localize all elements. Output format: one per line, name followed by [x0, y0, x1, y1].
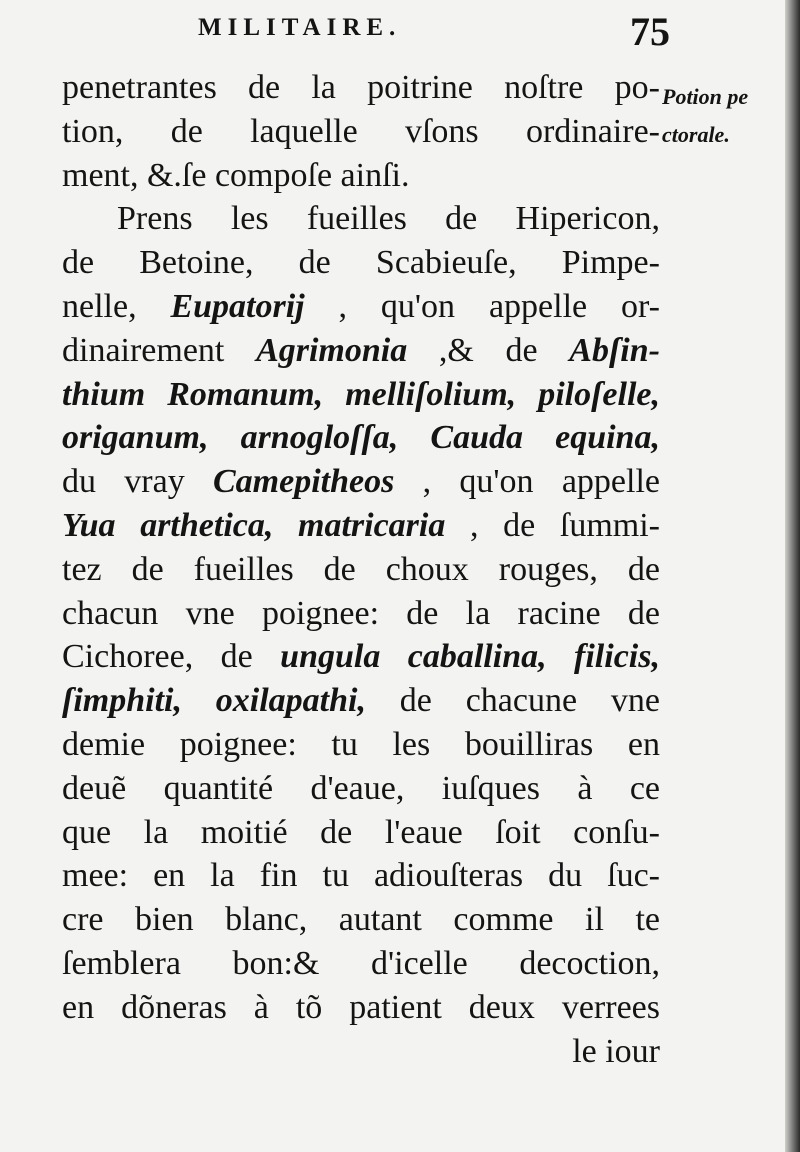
word: la [210, 857, 235, 895]
word: poitrine [367, 69, 473, 106]
word: en [627, 725, 660, 763]
italic-word: oxilapathi, [215, 682, 366, 720]
italic-word: piloſelle, [538, 375, 660, 413]
text-line [62, 592, 660, 636]
word: la [311, 69, 336, 106]
word: po- [614, 69, 660, 106]
word: de [131, 550, 164, 588]
text-line [62, 854, 660, 898]
word: demie [62, 725, 146, 763]
word: deuẽ [62, 769, 127, 807]
word: d'icelle [371, 944, 468, 982]
italic-word: caballina, [407, 638, 547, 676]
running-head: MILITAIRE. [198, 14, 402, 41]
word: moitié [200, 813, 288, 851]
word: mee: [62, 857, 129, 895]
word: de [298, 244, 331, 282]
word: verrees [561, 988, 660, 1026]
word: rouges, [498, 550, 598, 588]
italic-word: filicis, [574, 638, 660, 676]
italic-word: Romanum, [167, 375, 324, 413]
word: poignee: [179, 725, 297, 763]
word: quantité [163, 769, 274, 807]
word: de [445, 200, 478, 238]
word: poignee: [261, 594, 380, 632]
word: nelle, [62, 287, 137, 325]
word: bon:& [232, 944, 320, 982]
word: dõneras [121, 988, 227, 1026]
word: du [548, 857, 583, 895]
word: fueilles [193, 550, 294, 588]
word: à [253, 988, 269, 1026]
word: bouilliras [464, 725, 594, 763]
text-line [62, 504, 660, 548]
word: ment, &.ſe compoſe ainſi. [62, 156, 410, 194]
text-line [62, 986, 660, 1030]
text-line [62, 548, 660, 592]
italic-word: ſimphiti, [62, 682, 182, 720]
italic-word: arnogloſſa, [240, 419, 399, 457]
text-line [62, 241, 660, 285]
word: racine [517, 594, 601, 632]
word: les [230, 200, 269, 238]
italic-word: Agrimonia [256, 331, 408, 369]
word: ſuc- [607, 857, 660, 895]
word: de [505, 331, 538, 369]
italic-word: equina, [555, 419, 660, 457]
word: il [585, 901, 604, 939]
text-line [62, 942, 660, 986]
text-line [62, 197, 660, 241]
word: de [627, 594, 660, 632]
word: Prens [117, 200, 193, 238]
word: à [577, 769, 593, 807]
word: la [465, 594, 491, 632]
word: Cichoree, [62, 638, 194, 676]
text-line [62, 373, 660, 417]
italic-word: Camepitheos [212, 463, 395, 501]
word: patient [349, 988, 442, 1026]
italic-word: thium [62, 375, 146, 413]
word: choux [385, 550, 469, 588]
word: de [627, 550, 660, 588]
word: tu [322, 857, 349, 895]
italic-word: melliſolium, [345, 375, 517, 413]
word: cre [62, 901, 104, 939]
word: appelle [488, 287, 588, 325]
margin-note-line: Potion pe [662, 84, 749, 109]
page-number: 75 [630, 9, 670, 54]
word: bien [135, 901, 194, 939]
word: que [62, 813, 112, 851]
margin-note-line: ctorale. [662, 122, 730, 147]
word: Betoine, [139, 244, 254, 282]
italic-word: Abſin- [569, 331, 660, 369]
word: le iour [572, 1032, 660, 1070]
word: Pimpe- [561, 244, 660, 282]
word: ſoit [495, 813, 541, 851]
word: te [635, 901, 660, 939]
italic-word: Cauda [430, 419, 523, 457]
text-line [62, 110, 660, 154]
word: de [62, 244, 95, 282]
word: ce [629, 769, 660, 807]
word: Scabieuſe, [375, 244, 517, 282]
word: dinairement [62, 331, 225, 369]
text-line [62, 811, 660, 855]
word: de [503, 506, 536, 544]
word: chacune [465, 682, 578, 720]
word: or- [621, 287, 660, 325]
page-gutter [785, 0, 800, 1152]
word: ,& [438, 331, 474, 369]
word: , [338, 287, 348, 325]
word: tõ [295, 988, 323, 1026]
italic-word: ungula [280, 638, 381, 676]
word: l'eaue [384, 813, 463, 851]
word: de [170, 112, 203, 150]
text-line [62, 635, 660, 679]
word: de [399, 682, 432, 720]
word: qu'on [380, 287, 456, 325]
text-line [62, 723, 660, 767]
text-line [62, 329, 660, 373]
word: , [422, 463, 432, 501]
italic-word: origanum, [62, 419, 209, 457]
word: tu [331, 725, 358, 763]
word: , [470, 506, 479, 544]
text-line [62, 66, 660, 110]
italic-word: Eupatorij [170, 287, 305, 325]
italic-word: Yua [62, 506, 116, 544]
text-line [62, 767, 660, 811]
word: ordinaire- [525, 112, 660, 150]
italic-word: matricaria [298, 506, 446, 544]
catchword [62, 1030, 660, 1074]
word: vray [124, 463, 185, 501]
word: tion, [62, 112, 124, 150]
italic-word: arthetica, [140, 506, 274, 544]
text-line [62, 898, 660, 942]
word: fin [259, 857, 298, 895]
word: ſemblera [62, 944, 181, 982]
word: les [392, 725, 431, 763]
word: penetrantes [62, 69, 217, 106]
word: Hipericon, [515, 200, 660, 238]
word: du [62, 463, 96, 501]
word: conſu- [573, 813, 660, 851]
text-line [62, 416, 660, 460]
text-line [62, 285, 660, 329]
word: en [62, 988, 95, 1026]
word: de [406, 594, 439, 632]
word: deux [468, 988, 535, 1026]
word: tez [62, 550, 102, 588]
text-line [62, 679, 660, 723]
word: blanc, [225, 901, 308, 939]
margin-note [662, 78, 748, 154]
text-line [62, 154, 660, 198]
word: laquelle [250, 112, 358, 150]
word: adiouſteras [373, 857, 524, 895]
text-line [62, 460, 660, 504]
word: iuſques [441, 769, 540, 807]
word: ſummi- [559, 506, 660, 544]
word: la [143, 813, 169, 851]
word: vſons [404, 112, 479, 150]
word: de [320, 813, 353, 851]
word: d'eaue, [310, 769, 405, 807]
word: en [153, 857, 186, 895]
word: de [323, 550, 356, 588]
word: vne [185, 594, 235, 632]
word: appelle [561, 463, 660, 501]
word: fueilles [306, 200, 407, 238]
word: de [220, 638, 253, 676]
word: de [248, 69, 281, 106]
word: comme [453, 901, 554, 939]
word: decoction, [519, 944, 660, 982]
word: noſtre [504, 69, 584, 106]
body-text [62, 66, 660, 1073]
word: qu'on [459, 463, 534, 501]
word: chacun [62, 594, 159, 632]
word: vne [610, 682, 660, 720]
word: autant [338, 901, 422, 939]
